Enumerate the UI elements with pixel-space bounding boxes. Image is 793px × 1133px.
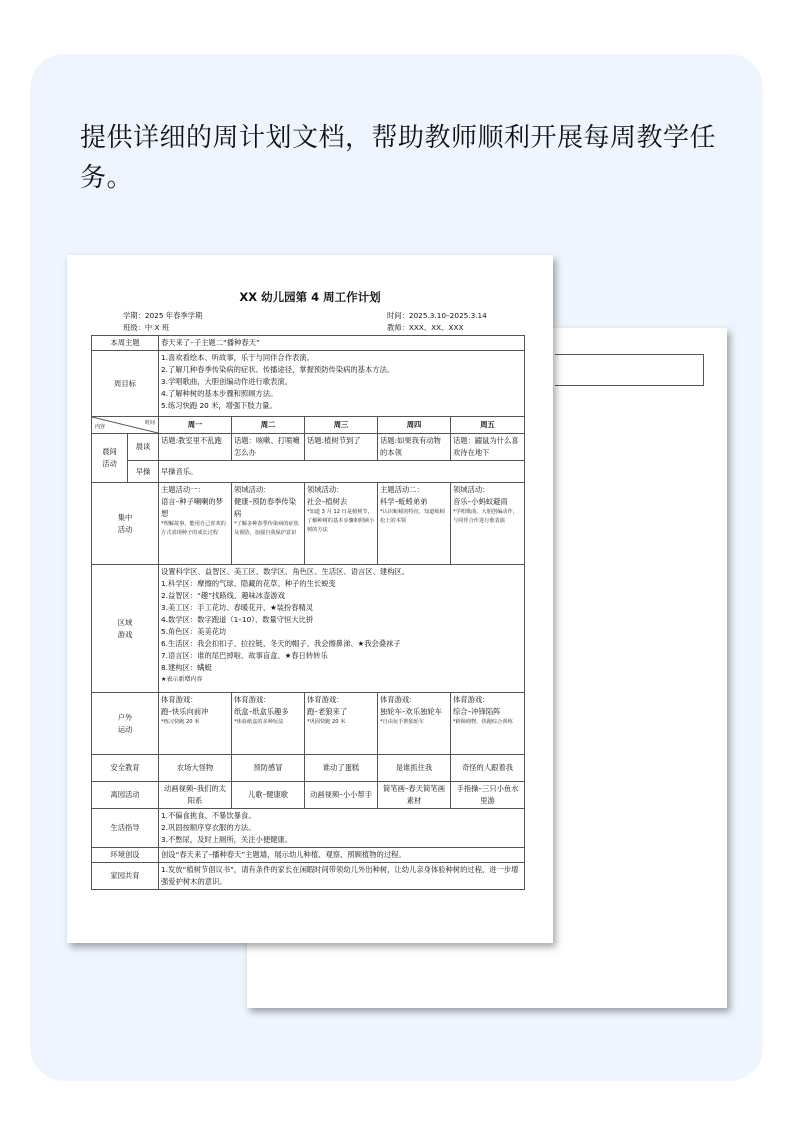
talk-cell: 话题:植树节到了 (305, 434, 378, 461)
activity-note: *练习快跑 20 米 (161, 719, 200, 725)
group-activity-cell (451, 483, 525, 565)
term-label: 学期：2025 年春季学期 (123, 311, 203, 320)
leave-cell: 简笔画–春天简笔画素材 (378, 782, 451, 809)
plan-document-page (67, 255, 553, 943)
leave-label: 离园活动 (92, 782, 159, 809)
teacher-label: 教师：XXX、XX、XXX (387, 323, 464, 332)
safety-cell: 农场大怪物 (159, 755, 232, 782)
activity-note: *跨障碍物、快跑综合训练 (453, 719, 513, 725)
life-item: 1.不偏食挑食、不暴饮暴食。 (161, 811, 256, 820)
safety-row (92, 755, 525, 782)
outdoor-cell (232, 693, 305, 755)
area-item: 2.益智区：“趣”找路线、趣味冰壶游戏 (161, 591, 285, 600)
group-activity-cell (232, 483, 305, 565)
activity-name: 社会–植树去 (307, 497, 348, 506)
activity-note: *体验纸盒的多种玩法 (234, 719, 284, 725)
area-item: 3.美工区：手工花坊、春暖花开、★装扮春精灵 (161, 603, 314, 612)
safety-cell: 是谁抓住我 (378, 755, 451, 782)
activity-name: 纸盒–纸盒乐趣多 (234, 707, 289, 716)
area-game-label: 区域 游戏 (92, 565, 159, 693)
group-activity-row (92, 483, 525, 565)
activity-type: 体育游戏： (161, 695, 198, 704)
leave-cell: 动画视频–我们的太阳系 (159, 782, 232, 809)
outdoor-cell (159, 693, 232, 755)
goal-item: 2.了解几种春季传染病的症状、传播途径，掌握预防传染病的基本方法。 (161, 365, 395, 374)
document-title: XX 幼儿园第 4 周工作计划 (239, 290, 381, 304)
weekly-plan-table (91, 335, 525, 890)
activity-note: *了解多种春季传染病的症状及预防，加强自我保护意识 (234, 521, 299, 536)
activity-name: 跑–老狼来了 (307, 707, 348, 716)
morning-talk-row (92, 434, 525, 461)
theme-label: 本周主题 (92, 336, 159, 351)
activity-type: 体育游戏： (453, 695, 490, 704)
area-item: 设置科学区、益智区、美工区、数学区、角色区、生活区、语言区、建构区。 (161, 567, 410, 576)
exercise-value: 早操音乐。 (159, 461, 525, 483)
area-item: 6.生活区：我会扣扣子、拉拉链、冬天的帽子、我会擦鼻涕、★我会叠袜子 (161, 639, 401, 648)
talk-label: 晨谈 (128, 434, 159, 461)
leave-row (92, 782, 525, 809)
area-game-row (92, 565, 525, 693)
life-item: 2.巩固按顺序穿衣服的方法。 (161, 823, 256, 832)
life-label: 生活指导 (92, 809, 159, 848)
activity-type: 主题活动一： (161, 485, 205, 494)
home-row (92, 863, 525, 890)
activity-name: 科学–蚯蚓弟弟 (380, 497, 428, 506)
activity-type: 体育游戏： (307, 695, 344, 704)
activity-type: 领域活动： (453, 485, 490, 494)
goal-item: 5.练习快跑 20 米，增强下肢力量。 (161, 401, 277, 410)
area-item: 4.数学区：数字跑道（1–10）、数量守恒大比拼 (161, 615, 314, 624)
activity-name: 跑–快乐向前冲 (161, 707, 209, 716)
diagonal-time-label: 时间 (144, 420, 155, 426)
diagonal-header-cell (92, 417, 159, 434)
activity-type: 领域活动： (307, 485, 344, 494)
life-row (92, 809, 525, 848)
area-game-list (159, 565, 525, 693)
goal-row (92, 351, 525, 417)
leave-cell: 手指操–三只小鱼水里游 (451, 782, 525, 809)
safety-cell: 谁动了蛋糕 (305, 755, 378, 782)
activity-name: 语言–种子喇喇的梦想 (161, 497, 224, 518)
class-label: 班级：中 X 班 (123, 323, 170, 332)
environment-label: 环境创设 (92, 848, 159, 863)
activity-type: 体育游戏： (380, 695, 417, 704)
day-header: 周五 (451, 417, 525, 434)
safety-cell: 奇怪的人跟着我 (451, 755, 525, 782)
activity-note: *知道 3 月 12 日是植树节，了解种树的基本步骤和照顾小树的方法 (307, 509, 375, 533)
activity-name: 综合–冲锋陷阵 (453, 707, 501, 716)
group-activity-cell (305, 483, 378, 565)
area-item: 5.角色区：美美花坊 (161, 627, 227, 636)
day-header: 周一 (159, 417, 232, 434)
activity-name: 独轮车–欢乐独轮车 (380, 707, 443, 716)
outdoor-cell (305, 693, 378, 755)
day-header: 周二 (232, 417, 305, 434)
morning-activity-label: 晨间 活动 (92, 434, 128, 483)
leave-cell: 儿歌–健康歌 (232, 782, 305, 809)
activity-type: 体育游戏： (234, 695, 271, 704)
day-header: 周四 (378, 417, 451, 434)
exercise-label: 早操 (128, 461, 159, 483)
theme-row (92, 336, 525, 351)
activity-note: *自由玩手推独轮车 (380, 719, 425, 725)
area-item: 8.建构区：螨蜓 (161, 663, 212, 672)
group-activity-label: 集中 活动 (92, 483, 159, 565)
headline: 提供详细的周计划文档，帮助教师顺利开展每周教学任务。 (80, 123, 717, 193)
activity-name: 音乐–小蚂蚁避雨 (453, 497, 508, 506)
life-list (159, 809, 525, 848)
outdoor-cell (451, 693, 525, 755)
time-label: 时间：2025.3.10–2025.3.14 (387, 311, 487, 320)
goal-label: 周目标 (92, 351, 159, 417)
outdoor-label: 户外 运动 (92, 693, 159, 755)
activity-type: 领域活动： (234, 485, 271, 494)
area-item: 7.语言区：谁的尾巴掉啦、故事盲盒、★春日转转乐 (161, 651, 328, 660)
back-table-fragment (555, 354, 704, 386)
outdoor-cell (378, 693, 451, 755)
safety-cell: 预防感冒 (232, 755, 305, 782)
area-item: 1.科学区：摩擦的气球、隐藏的花草、种子的生长蜕变 (161, 579, 336, 588)
group-activity-cell (378, 483, 451, 565)
life-item: 3.不憋尿，及时上厕所，关注小便健康。 (161, 835, 293, 844)
environment-value: 创设“春天来了–播种春天”主题墙，展示幼儿种植、观察、照顾植物的过程。 (159, 848, 525, 863)
activity-type: 主题活动二： (380, 485, 424, 494)
leave-cell: 动画视频–小小帮手 (305, 782, 378, 809)
activity-note: *认识蚯蚓的特征，知道蚯蚓松土的本领 (380, 509, 445, 524)
talk-cell: 话题：鼹鼠为什么喜欢待在地下 (451, 434, 525, 461)
goal-item: 3.学唱歌曲，大胆创编动作进行歌表演。 (161, 377, 293, 386)
talk-cell: 话题:如果我有动物的本领 (378, 434, 451, 461)
diagonal-content-label: 内容 (95, 424, 106, 430)
home-label: 家园共育 (92, 863, 159, 890)
safety-label: 安全教育 (92, 755, 159, 782)
day-header: 周三 (305, 417, 378, 434)
goal-list (159, 351, 525, 417)
activity-note: *巩固快跑 20 米 (307, 719, 346, 725)
area-note: ★表示新增内容 (161, 676, 203, 683)
group-activity-cell (159, 483, 232, 565)
goal-item: 4.了解种树的基本步骤和照顾方法。 (161, 389, 278, 398)
activity-note: *理解故事，能用自己喜欢的方式表现种子的成长过程 (161, 521, 226, 536)
exercise-row (92, 461, 525, 483)
talk-cell: 话题：咳嗽、打喷嚏怎么办 (232, 434, 305, 461)
activity-name: 健康–预防春季传染病 (234, 497, 297, 518)
talk-cell: 话题:教室里不乱跑 (159, 434, 232, 461)
outdoor-row (92, 693, 525, 755)
activity-note: *学唱歌曲，大胆创编动作，与同伴合作进行歌表演 (453, 509, 518, 524)
theme-value: 春天来了–子主题二“播种春天” (159, 336, 525, 351)
day-header-row (92, 417, 525, 434)
goal-item: 1.喜欢看绘本、听故事，乐于与同伴合作表演。 (161, 353, 314, 362)
home-value: 1.发放“植树节倡议书”，请有条件的家长在闲暇时间带领幼儿外出种树，让幼儿亲身体验种树的过程，进一步增强爱护树木的意识。 (159, 863, 525, 890)
environment-row (92, 848, 525, 863)
